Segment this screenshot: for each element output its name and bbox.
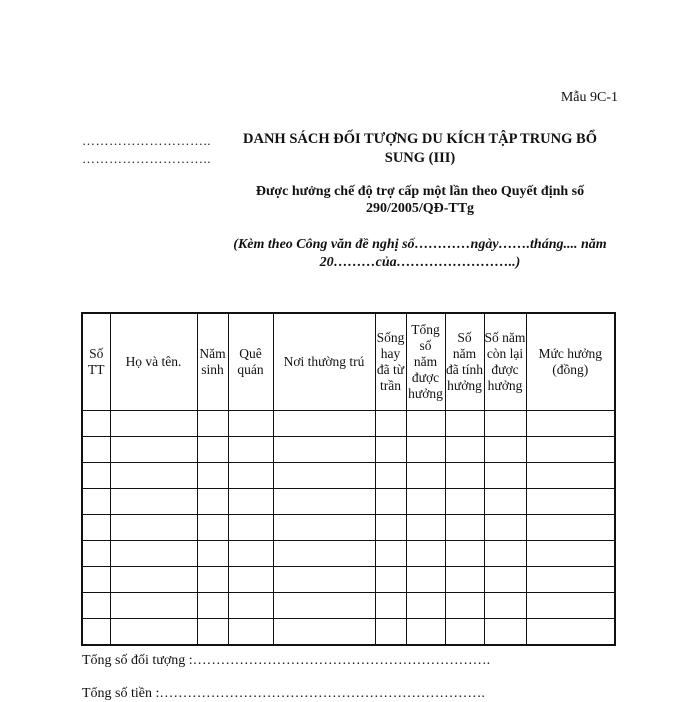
table-cell — [82, 489, 110, 515]
total-money-line: Tổng số tiền :……………………………………………………………. — [82, 686, 485, 701]
table-cell — [445, 567, 484, 593]
table-cell — [110, 541, 197, 567]
table-cell — [82, 619, 110, 646]
table-cell — [82, 411, 110, 437]
table-cell — [110, 463, 197, 489]
table-cell — [375, 567, 406, 593]
column-header-name: Họ và tên. — [110, 313, 197, 411]
document-title: DANH SÁCH ĐỐI TƯỢNG DU KÍCH TẬP TRUNG BỔ SUNG (III) — [243, 131, 597, 166]
table-cell — [406, 541, 445, 567]
table-cell — [197, 463, 228, 489]
table-cell — [110, 619, 197, 646]
table-cell — [526, 619, 615, 646]
table-cell — [445, 619, 484, 646]
table-cell — [445, 593, 484, 619]
table-cell — [197, 411, 228, 437]
table-cell — [375, 437, 406, 463]
table-cell — [228, 541, 273, 567]
table-cell — [445, 463, 484, 489]
table-cell — [273, 567, 375, 593]
table-cell — [197, 619, 228, 646]
table-cell — [197, 541, 228, 567]
table-cell — [526, 489, 615, 515]
table-row — [82, 593, 615, 619]
table-cell — [228, 593, 273, 619]
table-cell — [526, 463, 615, 489]
table-cell — [273, 593, 375, 619]
table-cell — [82, 437, 110, 463]
table-cell — [110, 567, 197, 593]
table-cell — [375, 593, 406, 619]
table-row — [82, 619, 615, 646]
table-cell — [375, 541, 406, 567]
table-cell — [228, 619, 273, 646]
table-cell — [484, 541, 526, 567]
table-cell — [406, 619, 445, 646]
table-cell — [273, 463, 375, 489]
table-cell — [110, 411, 197, 437]
table-cell — [273, 619, 375, 646]
table-cell — [273, 541, 375, 567]
table-cell — [273, 437, 375, 463]
table-row — [82, 515, 615, 541]
table-cell — [273, 489, 375, 515]
table-cell — [526, 437, 615, 463]
form-code: Mẫu 9C-1 — [560, 90, 618, 105]
table-cell — [406, 515, 445, 541]
table-cell — [445, 437, 484, 463]
table-row — [82, 541, 615, 567]
table-cell — [110, 437, 197, 463]
table-cell — [197, 593, 228, 619]
organization-line-2: ……………………….. — [82, 151, 211, 166]
column-header-birth-year: Năm sinh — [197, 313, 228, 411]
table-cell — [484, 463, 526, 489]
column-header-years-counted: Số năm đã tính hưởng — [445, 313, 484, 411]
table-row — [82, 567, 615, 593]
table-cell — [526, 541, 615, 567]
column-header-alive-status: Sống hay đã từ trần — [375, 313, 406, 411]
beneficiary-table — [81, 312, 616, 646]
table-cell — [82, 515, 110, 541]
table-cell — [197, 489, 228, 515]
table-cell — [228, 411, 273, 437]
total-people-line: Tổng số đối tượng :………………………………………………………. — [82, 653, 491, 668]
table-row — [82, 489, 615, 515]
organization-line-1: ……………………….. — [82, 133, 211, 148]
table-cell — [445, 515, 484, 541]
table-cell — [375, 411, 406, 437]
table-cell — [406, 567, 445, 593]
table-cell — [484, 593, 526, 619]
table-cell — [406, 489, 445, 515]
table-row — [82, 463, 615, 489]
table-cell — [406, 411, 445, 437]
column-header-stt: Số TT — [82, 313, 110, 411]
table-cell — [484, 411, 526, 437]
table-cell — [375, 489, 406, 515]
table-row — [82, 437, 615, 463]
table-cell — [484, 437, 526, 463]
table-cell — [526, 515, 615, 541]
document-subtitle: Được hưởng chế độ trợ cấp một lần theo Quyết định số 290/2005/QĐ-TTg — [255, 184, 585, 216]
column-header-hometown: Quê quán — [228, 313, 273, 411]
table-cell — [526, 411, 615, 437]
table-cell — [273, 411, 375, 437]
table-cell — [445, 411, 484, 437]
table-cell — [228, 515, 273, 541]
table-cell — [375, 619, 406, 646]
table-cell — [484, 515, 526, 541]
column-header-years-remaining: Số năm còn lại được hưởng — [484, 313, 526, 411]
table-body — [82, 411, 615, 646]
table-cell — [228, 437, 273, 463]
table-cell — [110, 515, 197, 541]
table-cell — [228, 489, 273, 515]
table-cell — [228, 567, 273, 593]
table-cell — [375, 515, 406, 541]
table-header-row — [82, 313, 615, 411]
table-cell — [484, 567, 526, 593]
table-cell — [406, 437, 445, 463]
table-cell — [82, 567, 110, 593]
table-cell — [197, 437, 228, 463]
table-cell — [82, 541, 110, 567]
column-header-residence: Nơi thường trú — [273, 313, 375, 411]
table-cell — [445, 489, 484, 515]
table-cell — [82, 593, 110, 619]
table-cell — [484, 619, 526, 646]
column-header-total-years: Tổng số năm được hưởng — [406, 313, 445, 411]
table-cell — [484, 489, 526, 515]
column-header-benefit-amount: Mức hưởng (đồng) — [526, 313, 615, 411]
table-cell — [110, 489, 197, 515]
table-row — [82, 411, 615, 437]
table-cell — [110, 593, 197, 619]
table-cell — [406, 593, 445, 619]
table-cell — [197, 567, 228, 593]
table-cell — [445, 541, 484, 567]
attachment-note: (Kèm theo Công văn đề nghị số…………ngày…….tháng.... năm 20………của……………………..) — [233, 237, 607, 270]
table-cell — [228, 463, 273, 489]
table-cell — [273, 515, 375, 541]
table-cell — [375, 463, 406, 489]
table-cell — [82, 463, 110, 489]
table-cell — [197, 515, 228, 541]
table-cell — [526, 567, 615, 593]
table-cell — [406, 463, 445, 489]
table-cell — [526, 593, 615, 619]
